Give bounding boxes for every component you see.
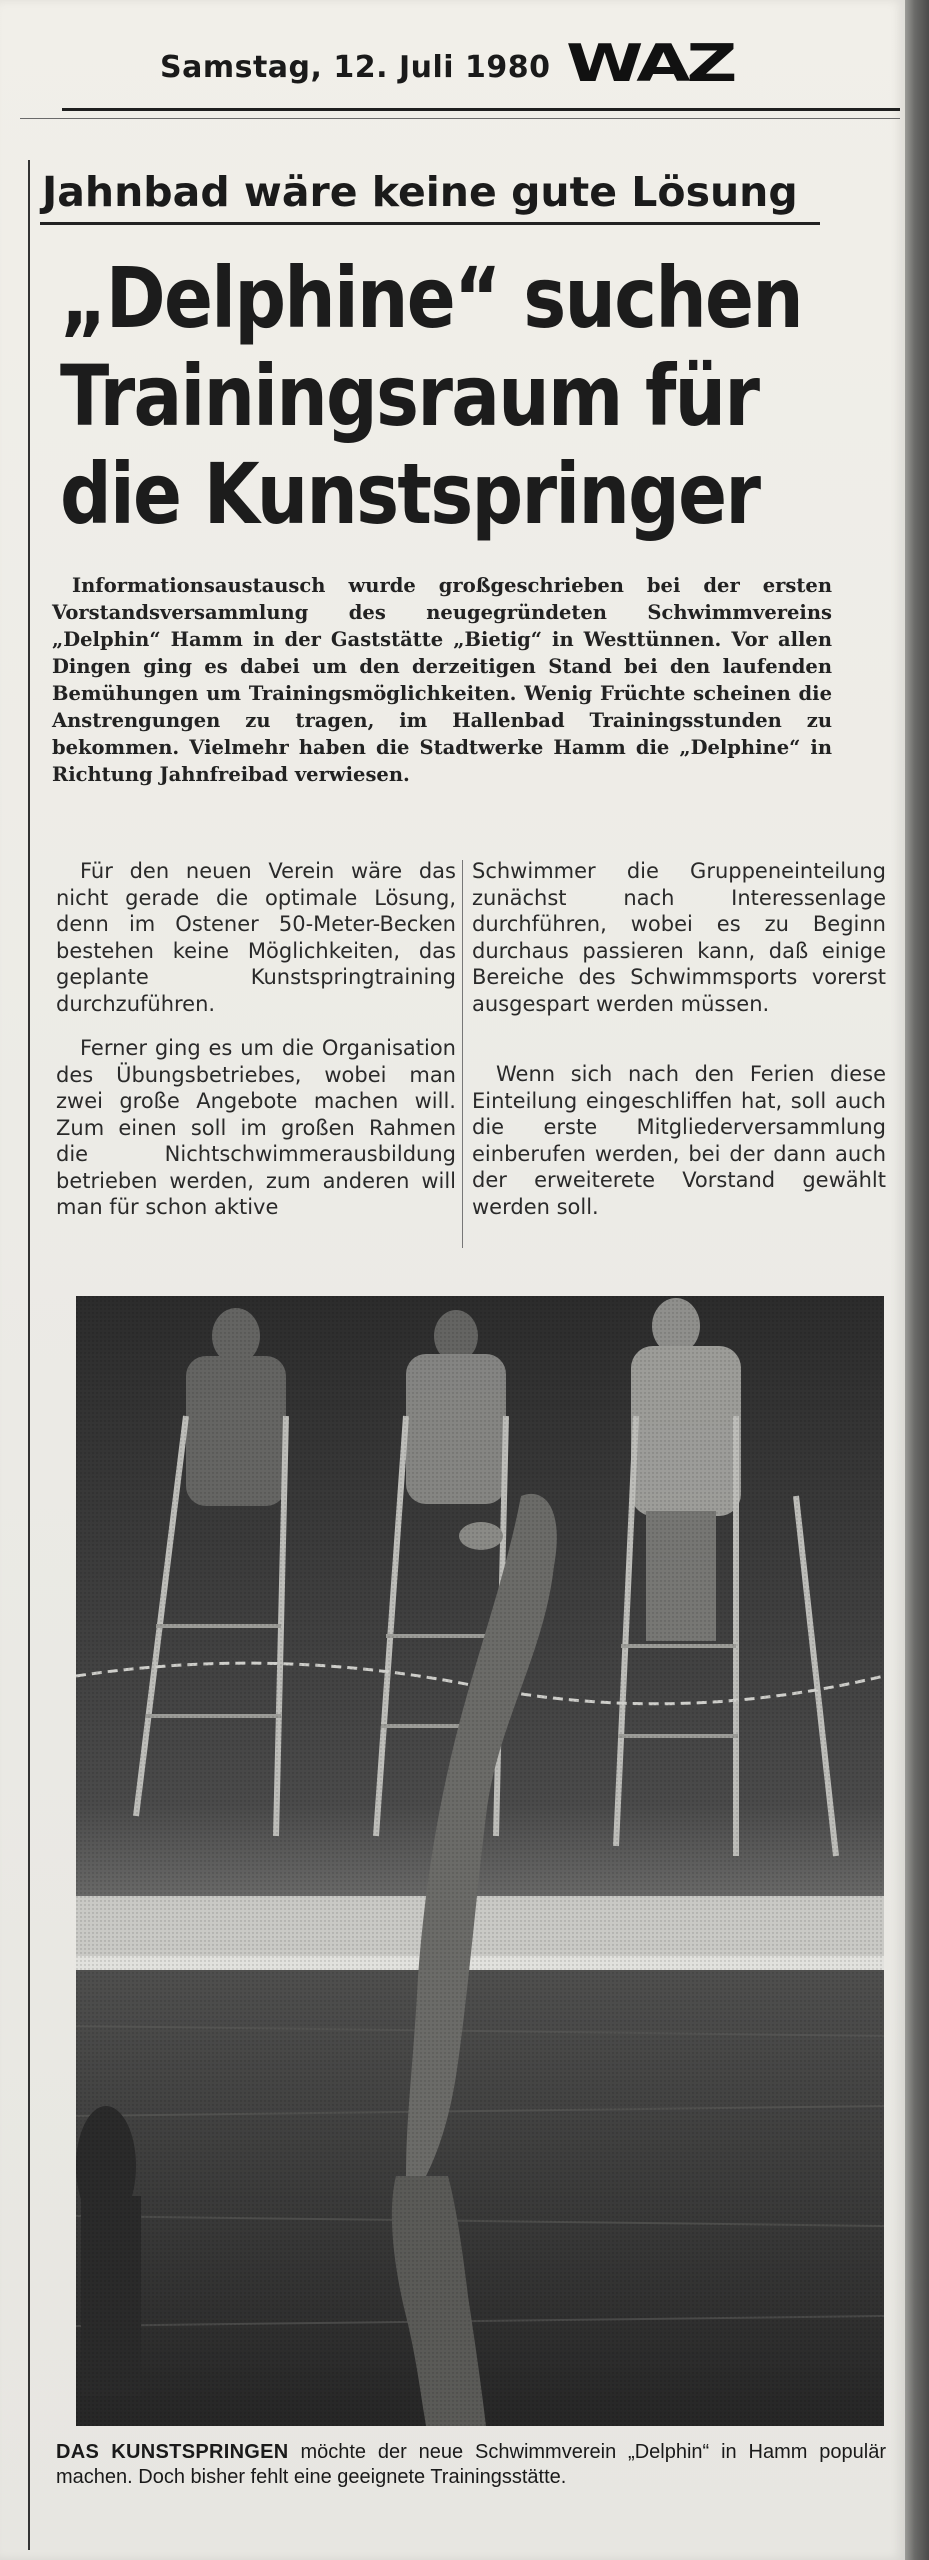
body-paragraph: Schwimmer die Gruppeneinteilung zunächst nach Interessenlage durchführen, wobei es zu Beginn durchaus passieren kann, daß einige Bereiche des Schwimmsports vorerst ausgespart werden müssen. [472, 859, 886, 1016]
caption-lead: DAS KUNSTSPRINGEN [56, 2441, 289, 2463]
column-divider [462, 860, 463, 1248]
headline-line-1: „Delphine“ suchen [60, 249, 803, 347]
body-paragraph: Ferner ging es um die Organisation des Übungsbetriebes, wobei man zwei große Angebote machen will. Zum einen soll im großen Rahmen die Nichtschwimmerausbildung betrieben werden, zum anderen will man für schon aktive [56, 1036, 456, 1219]
photo-caption [56, 2440, 886, 2490]
diving-photo-image [76, 1296, 884, 2426]
headline-line-2: Trainingsraum für [60, 347, 759, 445]
masthead-rule-thin [20, 118, 900, 119]
masthead [150, 32, 770, 94]
body-paragraph: Wenn sich nach den Ferien diese Einteilung eingeschliffen hat, soll auch die erste Mitgliederversammlung einberufen werden, bei der dann auch der erweiterete Vorstand gewählt werden soll. [472, 1062, 886, 1219]
waz-logo: WAZ [566, 34, 734, 94]
body-column-right [472, 858, 886, 1220]
page-edge-shadow [905, 0, 929, 2560]
kicker-rule [40, 222, 820, 225]
caption-text: möchte der neue Schwimmverein „Delphin“ in Hamm populär machen. Doch bisher fehlt eine geeignete Trainingsstätte. [56, 2441, 886, 2488]
headline-line-3: die Kunstspringer [60, 445, 760, 543]
diving-photo [76, 1296, 884, 2426]
issue-date: Samstag, 12. Juli 1980 [160, 50, 551, 85]
masthead-rule [62, 108, 900, 111]
body-column-left [56, 858, 456, 1221]
body-paragraph: Für den neuen Verein wäre das nicht gerade die optimale Lösung, denn im Ostener 50-Meter-Becken bestehen keine Möglichkeiten, das geplante Kunstspringtraining durchzuführen. [56, 859, 456, 1016]
article-kicker: Jahnbad wäre keine gute Lösung [42, 168, 798, 216]
article-lead: Informationsaustausch wurde großgeschrieben bei der ersten Vorstandsversammlung des neugegründeten Schwimmvereins „Delphin“ Hamm in der Gaststätte „Bietig“ in Westtünnen. Vor allen Dingen ging es dabei um den derzeitigen Stand bei den laufenden Bemühungen um Trainingsmöglichkeiten. Wenig Früchte scheinen die Anstrengungen zu tragen, im Hallenbad Trainingsstunden zu bekommen. Vielmehr haben die Stadtwerke Hamm die „Delphine“ in Richtung Jahnfreibad verwiesen. [52, 574, 832, 786]
